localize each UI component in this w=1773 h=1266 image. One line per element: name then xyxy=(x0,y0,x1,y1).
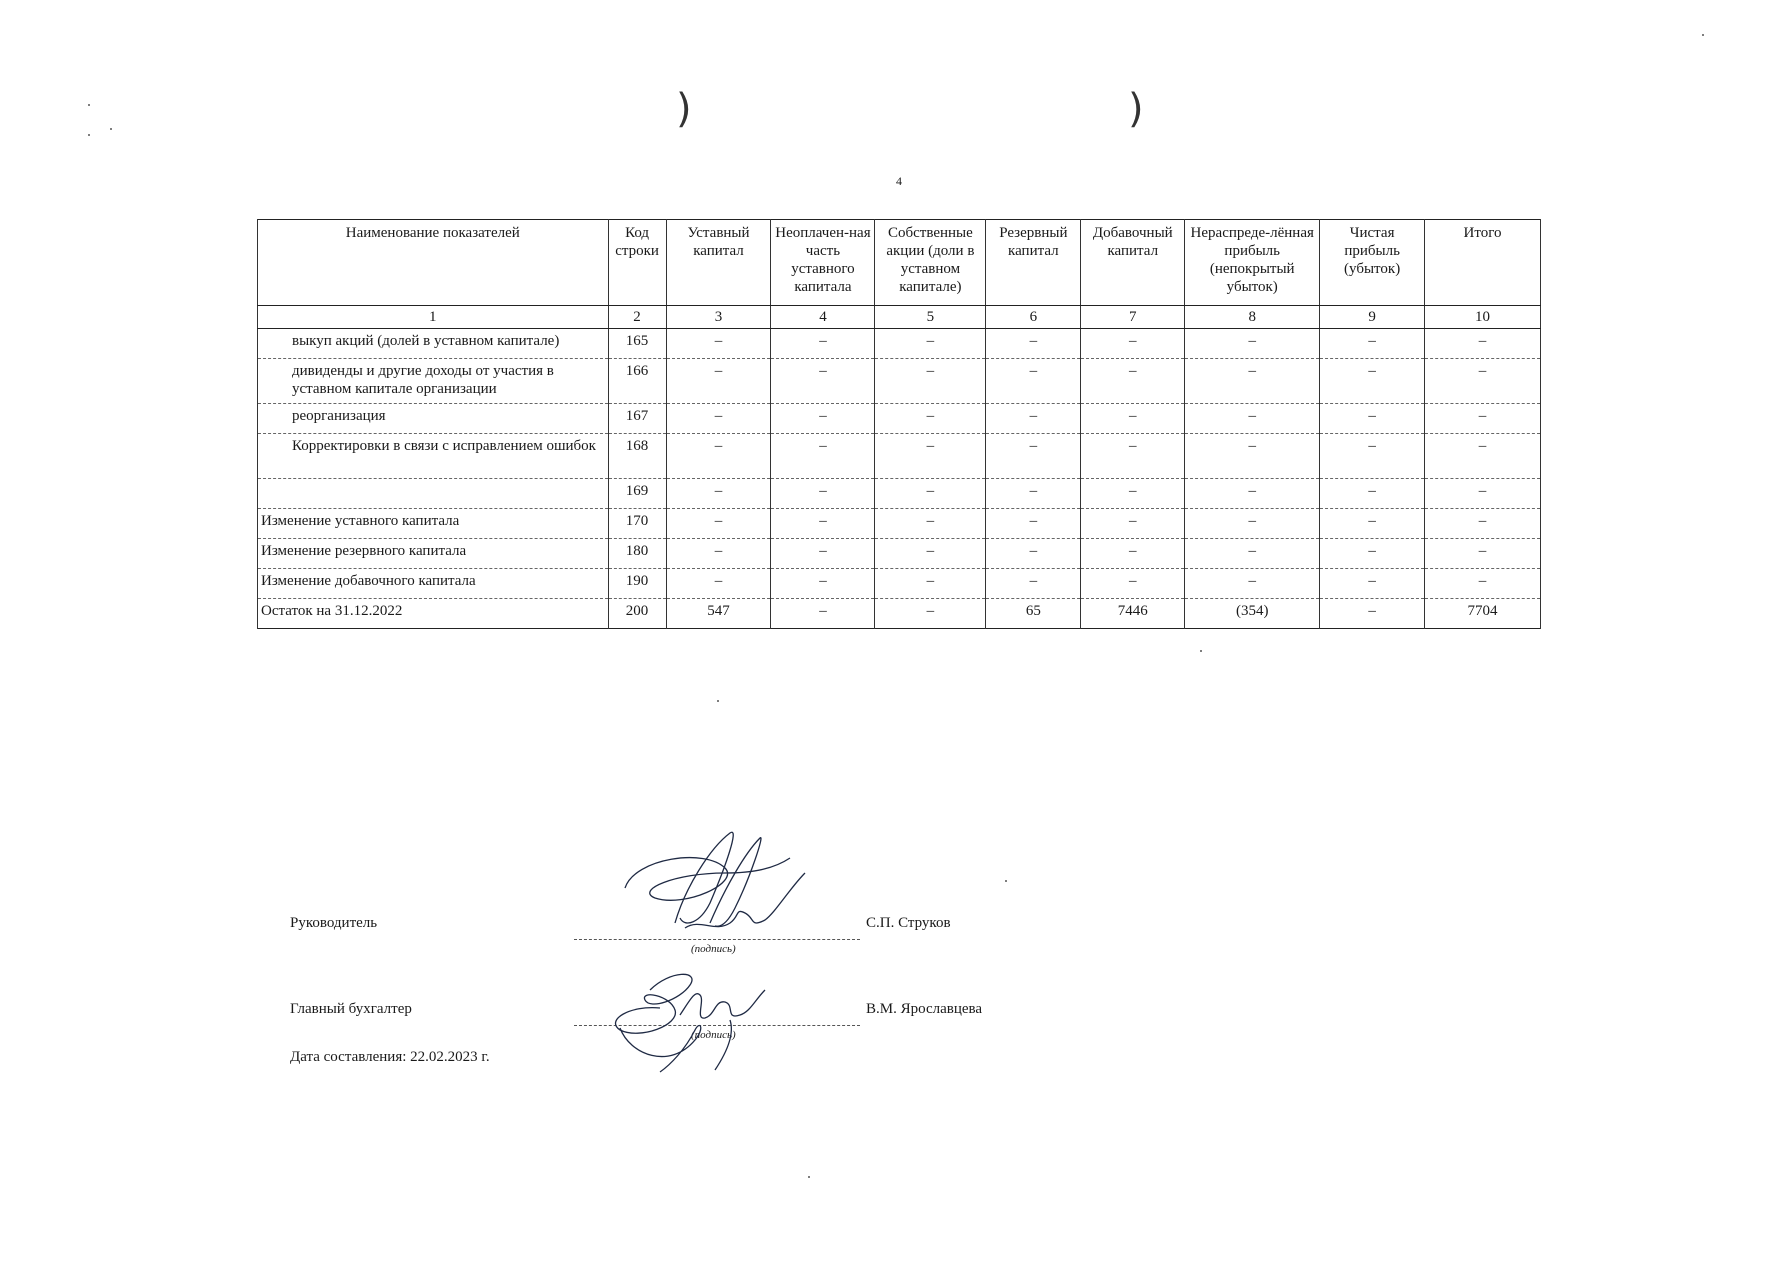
scan-speck xyxy=(808,1176,810,1178)
cell-value: – xyxy=(1185,434,1320,479)
cell-value: – xyxy=(875,329,986,359)
table-row xyxy=(258,569,1541,599)
cell-value: – xyxy=(1081,539,1185,569)
scan-mark-left: ) xyxy=(676,86,692,132)
cell-value: – xyxy=(1185,509,1320,539)
cell-value: 65 xyxy=(986,599,1081,629)
cell-value: – xyxy=(666,359,771,404)
row-code: 200 xyxy=(608,599,666,629)
column-number: 8 xyxy=(1185,306,1320,329)
row-name: выкуп акций (долей в уставном капитале) xyxy=(258,329,609,359)
scan-speck xyxy=(1200,650,1202,652)
cell-value: – xyxy=(666,509,771,539)
cell-value: – xyxy=(1320,359,1425,404)
cell-value: – xyxy=(1081,569,1185,599)
table-row xyxy=(258,509,1541,539)
cell-value: – xyxy=(986,359,1081,404)
column-number: 1 xyxy=(258,306,609,329)
cell-value: – xyxy=(1185,539,1320,569)
header-total: Итого xyxy=(1425,220,1541,306)
cell-value: – xyxy=(771,329,875,359)
cell-value: – xyxy=(666,479,771,509)
cell-value: – xyxy=(1081,329,1185,359)
column-number: 9 xyxy=(1320,306,1425,329)
column-number: 10 xyxy=(1425,306,1541,329)
row-name: дивиденды и другие доходы от участия в уставном капитале организации xyxy=(258,359,609,404)
table-row xyxy=(258,329,1541,359)
cell-value: – xyxy=(986,404,1081,434)
scan-speck xyxy=(88,134,90,136)
row-code: 169 xyxy=(608,479,666,509)
cell-value: – xyxy=(771,404,875,434)
cell-value: – xyxy=(1425,479,1541,509)
director-name: С.П. Струков xyxy=(866,915,951,931)
cell-value: – xyxy=(986,569,1081,599)
compilation-date: Дата составления: 22.02.2023 г. xyxy=(290,1049,490,1065)
cell-value: – xyxy=(875,509,986,539)
cell-value: – xyxy=(875,434,986,479)
cell-value: – xyxy=(771,479,875,509)
cell-value: – xyxy=(771,599,875,629)
header-additional-capital: Добавочный капитал xyxy=(1081,220,1185,306)
page-number: 4 xyxy=(896,174,902,188)
cell-value: – xyxy=(1320,599,1425,629)
column-number: 7 xyxy=(1081,306,1185,329)
cell-value: – xyxy=(986,539,1081,569)
row-code: 180 xyxy=(608,539,666,569)
row-name: реорганизация xyxy=(258,404,609,434)
scan-speck xyxy=(1702,34,1704,36)
header-retained-earnings: Нераспреде-лённая прибыль (непокрытый убыток) xyxy=(1185,220,1320,306)
column-number: 4 xyxy=(771,306,875,329)
accountant-signature xyxy=(600,960,790,1075)
row-name: Корректировки в связи с исправлением ошибок xyxy=(258,434,609,479)
scan-speck xyxy=(88,104,90,106)
cell-value: – xyxy=(1081,434,1185,479)
row-code: 166 xyxy=(608,359,666,404)
row-code: 190 xyxy=(608,569,666,599)
cell-value: – xyxy=(875,359,986,404)
scan-speck xyxy=(110,128,112,130)
capital-changes-table xyxy=(257,219,1541,629)
cell-value: – xyxy=(1320,509,1425,539)
table-row xyxy=(258,359,1541,404)
row-name: Изменение добавочного капитала xyxy=(258,569,609,599)
cell-value: – xyxy=(1425,509,1541,539)
cell-value: – xyxy=(986,434,1081,479)
cell-value: – xyxy=(1185,479,1320,509)
cell-value: – xyxy=(666,329,771,359)
row-code: 167 xyxy=(608,404,666,434)
cell-value: – xyxy=(1320,404,1425,434)
scan-speck xyxy=(717,700,719,702)
cell-value: – xyxy=(666,539,771,569)
cell-value: – xyxy=(1425,359,1541,404)
cell-value: – xyxy=(771,509,875,539)
scan-speck xyxy=(1005,880,1007,882)
column-number: 3 xyxy=(666,306,771,329)
row-code: 165 xyxy=(608,329,666,359)
cell-value: – xyxy=(771,539,875,569)
cell-value: – xyxy=(875,479,986,509)
column-number: 6 xyxy=(986,306,1081,329)
director-label: Руководитель xyxy=(290,915,378,931)
cell-value: 547 xyxy=(666,599,771,629)
row-name: Изменение резервного капитала xyxy=(258,539,609,569)
cell-value: – xyxy=(1185,569,1320,599)
column-number-row xyxy=(258,306,1541,329)
cell-value: – xyxy=(1425,569,1541,599)
cell-value: – xyxy=(1185,329,1320,359)
column-number: 5 xyxy=(875,306,986,329)
accountant-signature-caption: (подпись) xyxy=(691,1029,736,1041)
director-signature xyxy=(615,828,815,953)
cell-value: – xyxy=(1320,539,1425,569)
cell-value: – xyxy=(1320,434,1425,479)
cell-value: – xyxy=(1081,509,1185,539)
cell-value: – xyxy=(1425,329,1541,359)
cell-value: – xyxy=(1081,404,1185,434)
cell-value: – xyxy=(1425,434,1541,479)
cell-value: 7704 xyxy=(1425,599,1541,629)
header-line-code: Код строки xyxy=(608,220,666,306)
scan-mark-right: ) xyxy=(1128,86,1144,132)
cell-value: – xyxy=(1320,569,1425,599)
header-authorized-capital: Уставный капитал xyxy=(666,220,771,306)
header-own-shares: Собственные акции (доли в уставном капитале) xyxy=(875,220,986,306)
cell-value: – xyxy=(666,404,771,434)
cell-value: – xyxy=(1425,539,1541,569)
cell-value: – xyxy=(666,434,771,479)
cell-value: – xyxy=(875,404,986,434)
accountant-label: Главный бухгалтер xyxy=(290,1001,412,1017)
row-name: Остаток на 31.12.2022 xyxy=(258,599,609,629)
cell-value: – xyxy=(1320,479,1425,509)
column-number: 2 xyxy=(608,306,666,329)
cell-value: – xyxy=(771,434,875,479)
table-row-total xyxy=(258,599,1541,629)
cell-value: – xyxy=(1081,479,1185,509)
cell-value: (354) xyxy=(1185,599,1320,629)
header-indicator-name: Наименование показателей xyxy=(258,220,609,306)
cell-value: – xyxy=(771,359,875,404)
row-name: Изменение уставного капитала xyxy=(258,509,609,539)
cell-value: – xyxy=(666,569,771,599)
cell-value: – xyxy=(875,569,986,599)
cell-value: – xyxy=(1185,359,1320,404)
cell-value: 7446 xyxy=(1081,599,1185,629)
cell-value: – xyxy=(875,539,986,569)
cell-value: – xyxy=(771,569,875,599)
header-unpaid-capital: Неоплачен-ная часть уставного капитала xyxy=(771,220,875,306)
cell-value: – xyxy=(1425,404,1541,434)
header-reserve-capital: Резервный капитал xyxy=(986,220,1081,306)
cell-value: – xyxy=(986,509,1081,539)
cell-value: – xyxy=(986,479,1081,509)
table-row xyxy=(258,434,1541,479)
table-header-row xyxy=(258,220,1541,306)
row-code: 168 xyxy=(608,434,666,479)
row-code: 170 xyxy=(608,509,666,539)
cell-value: – xyxy=(986,329,1081,359)
cell-value: – xyxy=(1081,359,1185,404)
director-signature-caption: (подпись) xyxy=(691,943,736,955)
table-row xyxy=(258,539,1541,569)
accountant-name: В.М. Ярославцева xyxy=(866,1001,983,1017)
header-net-profit: Чистая прибыль (убыток) xyxy=(1320,220,1425,306)
cell-value: – xyxy=(1320,329,1425,359)
cell-value: – xyxy=(1185,404,1320,434)
table-row xyxy=(258,404,1541,434)
row-name xyxy=(258,479,609,509)
table-row xyxy=(258,479,1541,509)
cell-value: – xyxy=(875,599,986,629)
